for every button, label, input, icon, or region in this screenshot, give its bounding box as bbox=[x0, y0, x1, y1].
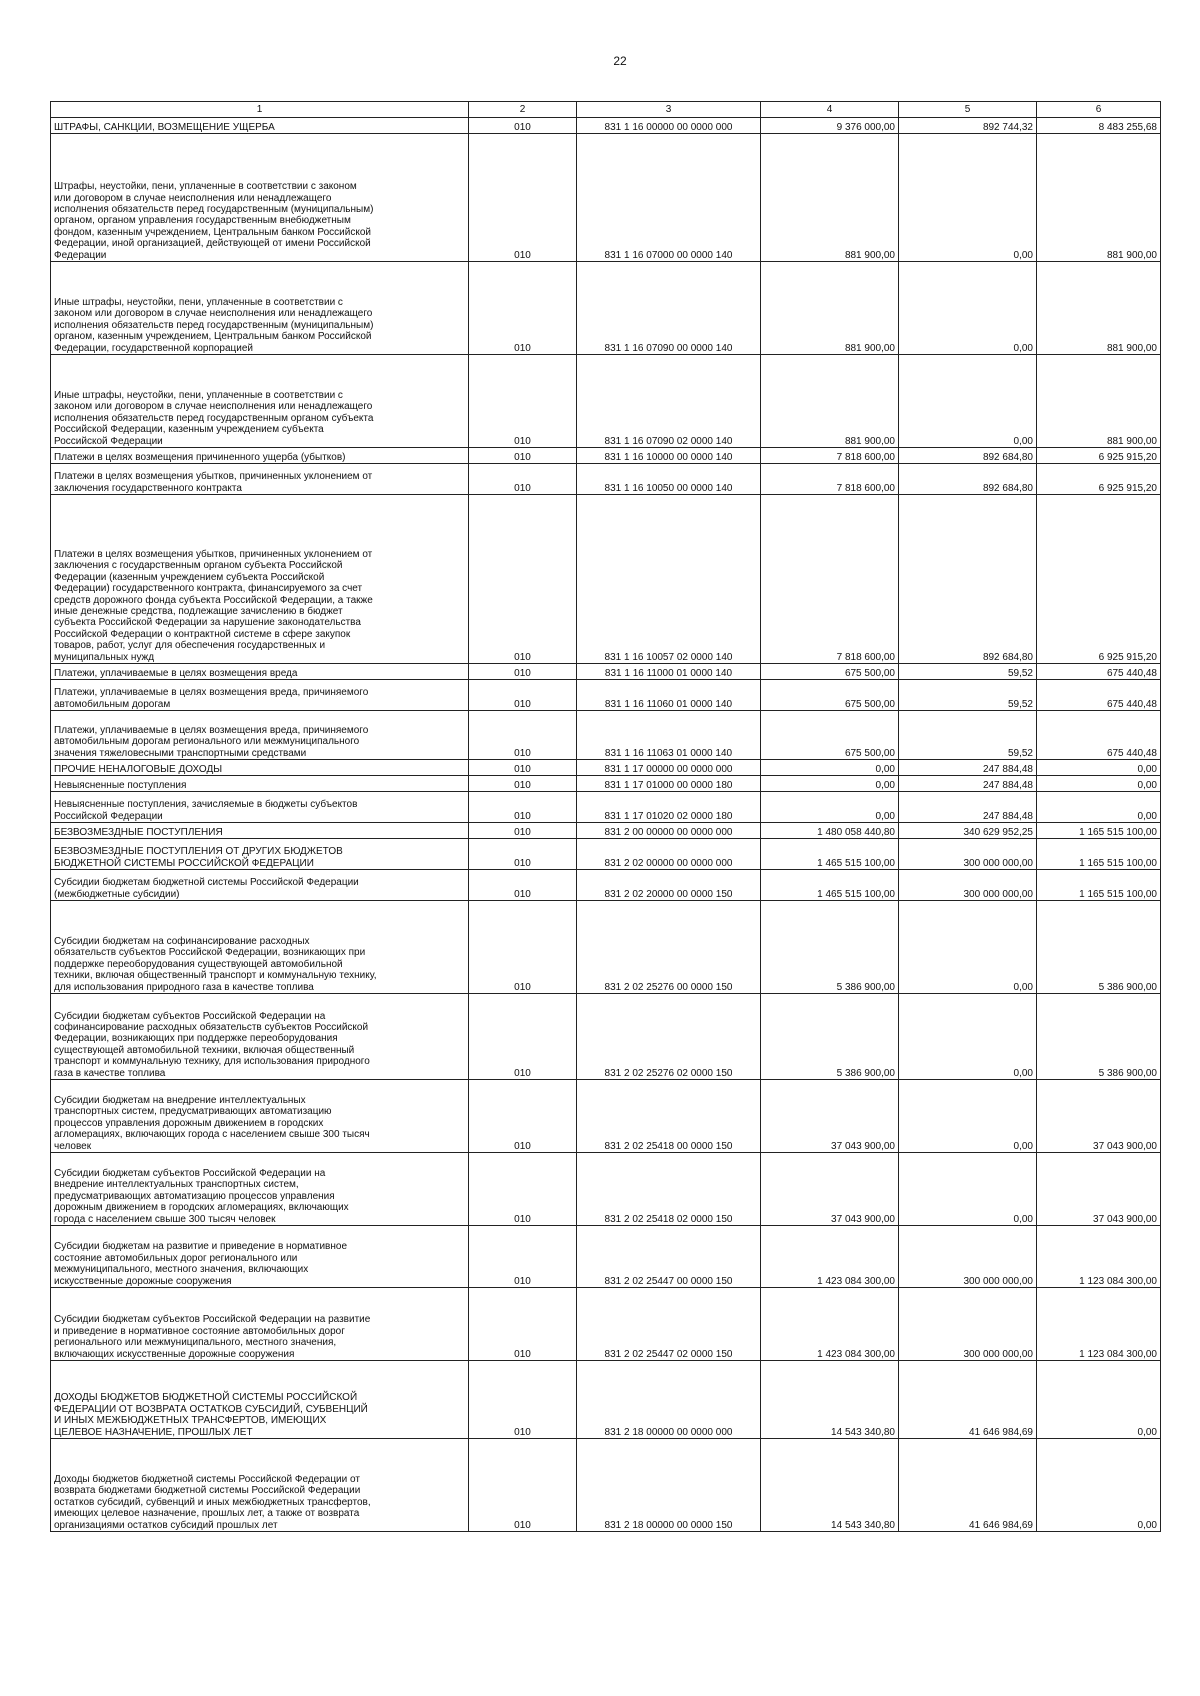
row-name-text: Платежи в целях возмещения убытков, причиненных уклонением от заключения с государственным органом субъекта Российской Федерации (казенным учреждением субъекта Российской Федерации) государственного контракта, финансируемого за счет средств дорожного фонда субъекта Российской Федерации, а также иные денежные средства, подлежащие зачислению в бюджет субъекта Российской Федерации за нарушение законодательства Российской Федерации о контрактной системе в сфере закупок товаров, работ, услуг для обеспечения государственных и муниципальных нужд bbox=[54, 548, 373, 663]
row-budget-code: 831 2 02 25276 00 0000 150 bbox=[577, 901, 761, 994]
row-executed-amount: 300 000 000,00 bbox=[899, 839, 1037, 870]
table-row bbox=[51, 448, 1161, 464]
row-budget-code: 831 1 17 01000 00 0000 180 bbox=[577, 776, 761, 792]
row-name-text: Иные штрафы, неустойки, пени, уплаченные в соответствии с законом или договором в случае неисполнения или ненадлежащего исполнения обязательств перед государственным органом субъекта Российской Федерации, казенным учреждением субъекта Российской Федерации bbox=[54, 389, 374, 447]
table-row bbox=[51, 760, 1161, 776]
row-approved-amount: 9 376 000,00 bbox=[761, 118, 899, 134]
row-name bbox=[51, 1080, 469, 1153]
row-remaining-amount: 0,00 bbox=[1037, 776, 1161, 792]
row-remaining-amount: 1 165 515 100,00 bbox=[1037, 870, 1161, 901]
row-remaining-amount: 0,00 bbox=[1037, 760, 1161, 776]
table-row bbox=[51, 118, 1161, 134]
column-number: 4 bbox=[761, 102, 899, 118]
row-executed-amount: 300 000 000,00 bbox=[899, 870, 1037, 901]
row-name bbox=[51, 464, 469, 495]
row-line-code: 010 bbox=[469, 901, 577, 994]
table-row bbox=[51, 1080, 1161, 1153]
row-line-code: 010 bbox=[469, 1080, 577, 1153]
row-budget-code: 831 2 00 00000 00 0000 000 bbox=[577, 823, 761, 839]
row-name-text: Иные штрафы, неустойки, пени, уплаченные в соответствии с законом или договором в случае неисполнения или ненадлежащего исполнения обязательств перед государственным (муниципальным) органом, казенным учреждением, Центральным банком Российской Федерации, государственной корпорацией bbox=[54, 296, 374, 354]
row-executed-amount: 0,00 bbox=[899, 901, 1037, 994]
table-row bbox=[51, 901, 1161, 994]
row-name-text: Штрафы, неустойки, пени, уплаченные в соответствии с законом или договором в случае неисполнения или ненадлежащего исполнения обязательств перед государственным (муниципальным) органом, органом управления государственным внебюджетным фондом, казенным учреждением, Центральным банком Российской Федерации, иной организацией, действующей от имени Российской Федерации bbox=[54, 181, 374, 261]
row-line-code: 010 bbox=[469, 680, 577, 711]
row-name bbox=[51, 823, 469, 839]
row-approved-amount: 1 423 084 300,00 bbox=[761, 1226, 899, 1288]
row-remaining-amount: 5 386 900,00 bbox=[1037, 994, 1161, 1080]
row-line-code: 010 bbox=[469, 464, 577, 495]
row-approved-amount: 7 818 600,00 bbox=[761, 448, 899, 464]
row-name-text: Субсидии бюджетам на софинансирование расходных обязательств субъектов Российской Федерации, возникающих при поддержке переоборудования существующей автомобильной техники, включая общественный транспорт и коммунальную технику, для использования природного газа в качестве топлива bbox=[54, 935, 377, 993]
row-remaining-amount: 0,00 bbox=[1037, 1361, 1161, 1439]
row-line-code: 010 bbox=[469, 134, 577, 262]
row-name bbox=[51, 994, 469, 1080]
row-name bbox=[51, 134, 469, 262]
row-remaining-amount: 1 165 515 100,00 bbox=[1037, 823, 1161, 839]
table-row bbox=[51, 1439, 1161, 1532]
row-name-text: Платежи в целях возмещения причиненного ущерба (убытков) bbox=[54, 451, 346, 463]
row-budget-code: 831 2 18 00000 00 0000 150 bbox=[577, 1439, 761, 1532]
row-approved-amount: 675 500,00 bbox=[761, 711, 899, 760]
row-line-code: 010 bbox=[469, 355, 577, 448]
row-name-text: Доходы бюджетов бюджетной системы Российской Федерации от возврата бюджетами бюджетной системы Российской Федерации остатков субсидий, субвенций и иных межбюджетных трансфертов, имеющих целевое назначение, прошлых лет, а также от возврата организациями остатков субсидий прошлых лет bbox=[54, 1473, 371, 1531]
row-budget-code: 831 2 18 00000 00 0000 000 bbox=[577, 1361, 761, 1439]
row-approved-amount: 881 900,00 bbox=[761, 134, 899, 262]
row-budget-code: 831 1 17 00000 00 0000 000 bbox=[577, 760, 761, 776]
table-row bbox=[51, 1226, 1161, 1288]
row-budget-code: 831 2 02 25418 02 0000 150 bbox=[577, 1153, 761, 1226]
row-approved-amount: 1 480 058 440,80 bbox=[761, 823, 899, 839]
column-number: 3 bbox=[577, 102, 761, 118]
row-executed-amount: 0,00 bbox=[899, 1080, 1037, 1153]
row-name bbox=[51, 118, 469, 134]
row-line-code: 010 bbox=[469, 711, 577, 760]
row-approved-amount: 7 818 600,00 bbox=[761, 495, 899, 664]
row-approved-amount: 37 043 900,00 bbox=[761, 1080, 899, 1153]
row-remaining-amount: 881 900,00 bbox=[1037, 134, 1161, 262]
row-name-text: БЕЗВОЗМЕЗДНЫЕ ПОСТУПЛЕНИЯ bbox=[54, 826, 223, 838]
row-approved-amount: 14 543 340,80 bbox=[761, 1439, 899, 1532]
row-executed-amount: 0,00 bbox=[899, 262, 1037, 355]
row-remaining-amount: 0,00 bbox=[1037, 1439, 1161, 1532]
row-line-code: 010 bbox=[469, 1361, 577, 1439]
row-name bbox=[51, 839, 469, 870]
row-executed-amount: 247 884,48 bbox=[899, 792, 1037, 823]
table-row bbox=[51, 680, 1161, 711]
row-executed-amount: 59,52 bbox=[899, 664, 1037, 680]
row-remaining-amount: 675 440,48 bbox=[1037, 664, 1161, 680]
row-executed-amount: 300 000 000,00 bbox=[899, 1226, 1037, 1288]
row-remaining-amount: 6 925 915,20 bbox=[1037, 448, 1161, 464]
column-number: 6 bbox=[1037, 102, 1161, 118]
row-executed-amount: 59,52 bbox=[899, 711, 1037, 760]
row-name-text: Платежи, уплачиваемые в целях возмещения вреда bbox=[54, 667, 298, 679]
row-name-text: Невыясненные поступления, зачисляемые в бюджеты субъектов Российской Федерации bbox=[54, 799, 358, 822]
row-name-text: Субсидии бюджетам бюджетной системы Российской Федерации (межбюджетные субсидии) bbox=[54, 877, 359, 900]
row-remaining-amount: 0,00 bbox=[1037, 792, 1161, 823]
row-line-code: 010 bbox=[469, 792, 577, 823]
row-name-text: ПРОЧИЕ НЕНАЛОГОВЫЕ ДОХОДЫ bbox=[54, 763, 223, 775]
row-approved-amount: 0,00 bbox=[761, 760, 899, 776]
row-line-code: 010 bbox=[469, 994, 577, 1080]
row-name-text: ДОХОДЫ БЮДЖЕТОВ БЮДЖЕТНОЙ СИСТЕМЫ РОССИЙСКОЙ ФЕДЕРАЦИИ ОТ ВОЗВРАТА ОСТАТКОВ СУБСИДИЙ, СУБВЕНЦИЙ И ИНЫХ МЕЖБЮДЖЕТНЫХ ТРАНСФЕРТОВ, ИМЕЮЩИХ ЦЕЛЕВОЕ НАЗНАЧЕНИЕ, ПРОШЛЫХ ЛЕТ bbox=[54, 1392, 368, 1438]
row-remaining-amount: 37 043 900,00 bbox=[1037, 1080, 1161, 1153]
table-row bbox=[51, 776, 1161, 792]
row-approved-amount: 1 423 084 300,00 bbox=[761, 1288, 899, 1361]
row-line-code: 010 bbox=[469, 262, 577, 355]
row-budget-code: 831 1 16 11000 01 0000 140 bbox=[577, 664, 761, 680]
row-name-text: БЕЗВОЗМЕЗДНЫЕ ПОСТУПЛЕНИЯ ОТ ДРУГИХ БЮДЖЕТОВ БЮДЖЕТНОЙ СИСТЕМЫ РОССИЙСКОЙ ФЕДЕРАЦИИ bbox=[54, 846, 343, 869]
column-number: 2 bbox=[469, 102, 577, 118]
row-executed-amount: 41 646 984,69 bbox=[899, 1439, 1037, 1532]
row-budget-code: 831 1 16 10000 00 0000 140 bbox=[577, 448, 761, 464]
row-budget-code: 831 1 16 11060 01 0000 140 bbox=[577, 680, 761, 711]
row-budget-code: 831 1 16 10050 00 0000 140 bbox=[577, 464, 761, 495]
row-approved-amount: 0,00 bbox=[761, 792, 899, 823]
row-executed-amount: 340 629 952,25 bbox=[899, 823, 1037, 839]
row-executed-amount: 247 884,48 bbox=[899, 760, 1037, 776]
row-name bbox=[51, 776, 469, 792]
table-row bbox=[51, 823, 1161, 839]
table-row bbox=[51, 1361, 1161, 1439]
row-line-code: 010 bbox=[469, 448, 577, 464]
row-approved-amount: 5 386 900,00 bbox=[761, 994, 899, 1080]
row-approved-amount: 14 543 340,80 bbox=[761, 1361, 899, 1439]
row-budget-code: 831 1 16 07090 00 0000 140 bbox=[577, 262, 761, 355]
row-budget-code: 831 1 16 10057 02 0000 140 bbox=[577, 495, 761, 664]
table-row bbox=[51, 711, 1161, 760]
table-row bbox=[51, 792, 1161, 823]
row-budget-code: 831 1 16 07000 00 0000 140 bbox=[577, 134, 761, 262]
row-executed-amount: 892 684,80 bbox=[899, 448, 1037, 464]
row-line-code: 010 bbox=[469, 1153, 577, 1226]
row-remaining-amount: 1 123 084 300,00 bbox=[1037, 1226, 1161, 1288]
table-row bbox=[51, 839, 1161, 870]
row-executed-amount: 0,00 bbox=[899, 134, 1037, 262]
row-approved-amount: 881 900,00 bbox=[761, 262, 899, 355]
row-name bbox=[51, 792, 469, 823]
table-row bbox=[51, 464, 1161, 495]
row-budget-code: 831 1 16 11063 01 0000 140 bbox=[577, 711, 761, 760]
row-remaining-amount: 6 925 915,20 bbox=[1037, 495, 1161, 664]
row-remaining-amount: 1 123 084 300,00 bbox=[1037, 1288, 1161, 1361]
page-number: 22 bbox=[613, 54, 627, 68]
row-executed-amount: 0,00 bbox=[899, 355, 1037, 448]
row-name-text: Невыясненные поступления bbox=[54, 779, 187, 791]
row-budget-code: 831 1 16 00000 00 0000 000 bbox=[577, 118, 761, 134]
row-name bbox=[51, 711, 469, 760]
row-approved-amount: 1 465 515 100,00 bbox=[761, 839, 899, 870]
row-remaining-amount: 1 165 515 100,00 bbox=[1037, 839, 1161, 870]
row-approved-amount: 37 043 900,00 bbox=[761, 1153, 899, 1226]
row-approved-amount: 881 900,00 bbox=[761, 355, 899, 448]
column-number: 5 bbox=[899, 102, 1037, 118]
row-name-text: Субсидии бюджетам на внедрение интеллектуальных транспортных систем, предусматривающих автоматизацию процессов управления дорожным движением в городских агломерациях, включающих города с населением свыше 300 тысяч человек bbox=[54, 1094, 370, 1152]
table-row bbox=[51, 495, 1161, 664]
row-name bbox=[51, 448, 469, 464]
row-remaining-amount: 675 440,48 bbox=[1037, 680, 1161, 711]
row-line-code: 010 bbox=[469, 1226, 577, 1288]
row-executed-amount: 300 000 000,00 bbox=[899, 1288, 1037, 1361]
row-line-code: 010 bbox=[469, 776, 577, 792]
row-executed-amount: 59,52 bbox=[899, 680, 1037, 711]
row-name bbox=[51, 1439, 469, 1532]
row-budget-code: 831 2 02 25276 02 0000 150 bbox=[577, 994, 761, 1080]
row-line-code: 010 bbox=[469, 118, 577, 134]
table-row bbox=[51, 262, 1161, 355]
row-line-code: 010 bbox=[469, 839, 577, 870]
row-name-text: Платежи, уплачиваемые в целях возмещения вреда, причиняемого автомобильным дорогам bbox=[54, 687, 369, 710]
row-name-text: Субсидии бюджетам субъектов Российской Федерации на внедрение интеллектуальных транспортных систем, предусматривающих автоматизацию процессов управления дорожным движением в городских агломерациях, включающих города с населением свыше 300 тысяч человек bbox=[54, 1167, 349, 1225]
row-name bbox=[51, 901, 469, 994]
row-budget-code: 831 2 02 25447 00 0000 150 bbox=[577, 1226, 761, 1288]
row-name-text: Субсидии бюджетам субъектов Российской Федерации на развитие и приведение в нормативное состояние автомобильных дорог регионального или межмуниципального, местного значения, включающих искусственные дорожные сооружения bbox=[54, 1314, 371, 1360]
row-executed-amount: 892 744,32 bbox=[899, 118, 1037, 134]
row-name bbox=[51, 1153, 469, 1226]
table-row bbox=[51, 870, 1161, 901]
row-line-code: 010 bbox=[469, 760, 577, 776]
row-budget-code: 831 2 02 25418 00 0000 150 bbox=[577, 1080, 761, 1153]
table-row bbox=[51, 1288, 1161, 1361]
table-row bbox=[51, 355, 1161, 448]
row-executed-amount: 892 684,80 bbox=[899, 464, 1037, 495]
row-executed-amount: 41 646 984,69 bbox=[899, 1361, 1037, 1439]
row-name bbox=[51, 262, 469, 355]
row-remaining-amount: 6 925 915,20 bbox=[1037, 464, 1161, 495]
row-line-code: 010 bbox=[469, 870, 577, 901]
row-budget-code: 831 1 16 07090 02 0000 140 bbox=[577, 355, 761, 448]
row-remaining-amount: 881 900,00 bbox=[1037, 262, 1161, 355]
row-name bbox=[51, 760, 469, 776]
row-remaining-amount: 5 386 900,00 bbox=[1037, 901, 1161, 994]
row-executed-amount: 0,00 bbox=[899, 1153, 1037, 1226]
row-executed-amount: 892 684,80 bbox=[899, 495, 1037, 664]
row-line-code: 010 bbox=[469, 664, 577, 680]
row-name bbox=[51, 1361, 469, 1439]
column-number: 1 bbox=[51, 102, 469, 118]
row-budget-code: 831 1 17 01020 02 0000 180 bbox=[577, 792, 761, 823]
column-number-row bbox=[51, 102, 1161, 118]
row-approved-amount: 675 500,00 bbox=[761, 664, 899, 680]
row-remaining-amount: 881 900,00 bbox=[1037, 355, 1161, 448]
row-remaining-amount: 675 440,48 bbox=[1037, 711, 1161, 760]
row-line-code: 010 bbox=[469, 823, 577, 839]
row-name-text: Субсидии бюджетам на развитие и приведение в нормативное состояние автомобильных дорог регионального или межмуниципального, местного значения, включающих искусственные дорожные сооружения bbox=[54, 1241, 348, 1287]
table-row bbox=[51, 1153, 1161, 1226]
row-name bbox=[51, 870, 469, 901]
row-line-code: 010 bbox=[469, 495, 577, 664]
row-name bbox=[51, 664, 469, 680]
row-name-text: ШТРАФЫ, САНКЦИИ, ВОЗМЕЩЕНИЕ УЩЕРБА bbox=[54, 121, 275, 133]
row-budget-code: 831 2 02 00000 00 0000 000 bbox=[577, 839, 761, 870]
row-name-text: Платежи в целях возмещения убытков, причиненных уклонением от заключения государственного контракта bbox=[54, 471, 373, 494]
row-remaining-amount: 37 043 900,00 bbox=[1037, 1153, 1161, 1226]
row-budget-code: 831 2 02 20000 00 0000 150 bbox=[577, 870, 761, 901]
row-executed-amount: 247 884,48 bbox=[899, 776, 1037, 792]
row-remaining-amount: 8 483 255,68 bbox=[1037, 118, 1161, 134]
table-row bbox=[51, 134, 1161, 262]
row-executed-amount: 0,00 bbox=[899, 994, 1037, 1080]
row-approved-amount: 5 386 900,00 bbox=[761, 901, 899, 994]
row-name bbox=[51, 1288, 469, 1361]
row-budget-code: 831 2 02 25447 02 0000 150 bbox=[577, 1288, 761, 1361]
table-row bbox=[51, 994, 1161, 1080]
row-name bbox=[51, 680, 469, 711]
row-approved-amount: 7 818 600,00 bbox=[761, 464, 899, 495]
row-line-code: 010 bbox=[469, 1439, 577, 1532]
row-name bbox=[51, 495, 469, 664]
row-approved-amount: 1 465 515 100,00 bbox=[761, 870, 899, 901]
row-name-text: Субсидии бюджетам субъектов Российской Федерации на софинансирование расходных обязательств субъектов Российской Федерации, возникающих при поддержке переоборудования существующей автомобильной техники, включая общественный транспорт и коммунальную технику, для использования природного газа в качестве топлива bbox=[54, 1010, 370, 1079]
revenue-table bbox=[50, 101, 1161, 1532]
row-name-text: Платежи, уплачиваемые в целях возмещения вреда, причиняемого автомобильным дорогам регионального или межмуниципального значения тяжеловесными транспортными средствами bbox=[54, 724, 369, 759]
row-name bbox=[51, 1226, 469, 1288]
row-approved-amount: 0,00 bbox=[761, 776, 899, 792]
row-line-code: 010 bbox=[469, 1288, 577, 1361]
row-name bbox=[51, 355, 469, 448]
table-row bbox=[51, 664, 1161, 680]
row-approved-amount: 675 500,00 bbox=[761, 680, 899, 711]
